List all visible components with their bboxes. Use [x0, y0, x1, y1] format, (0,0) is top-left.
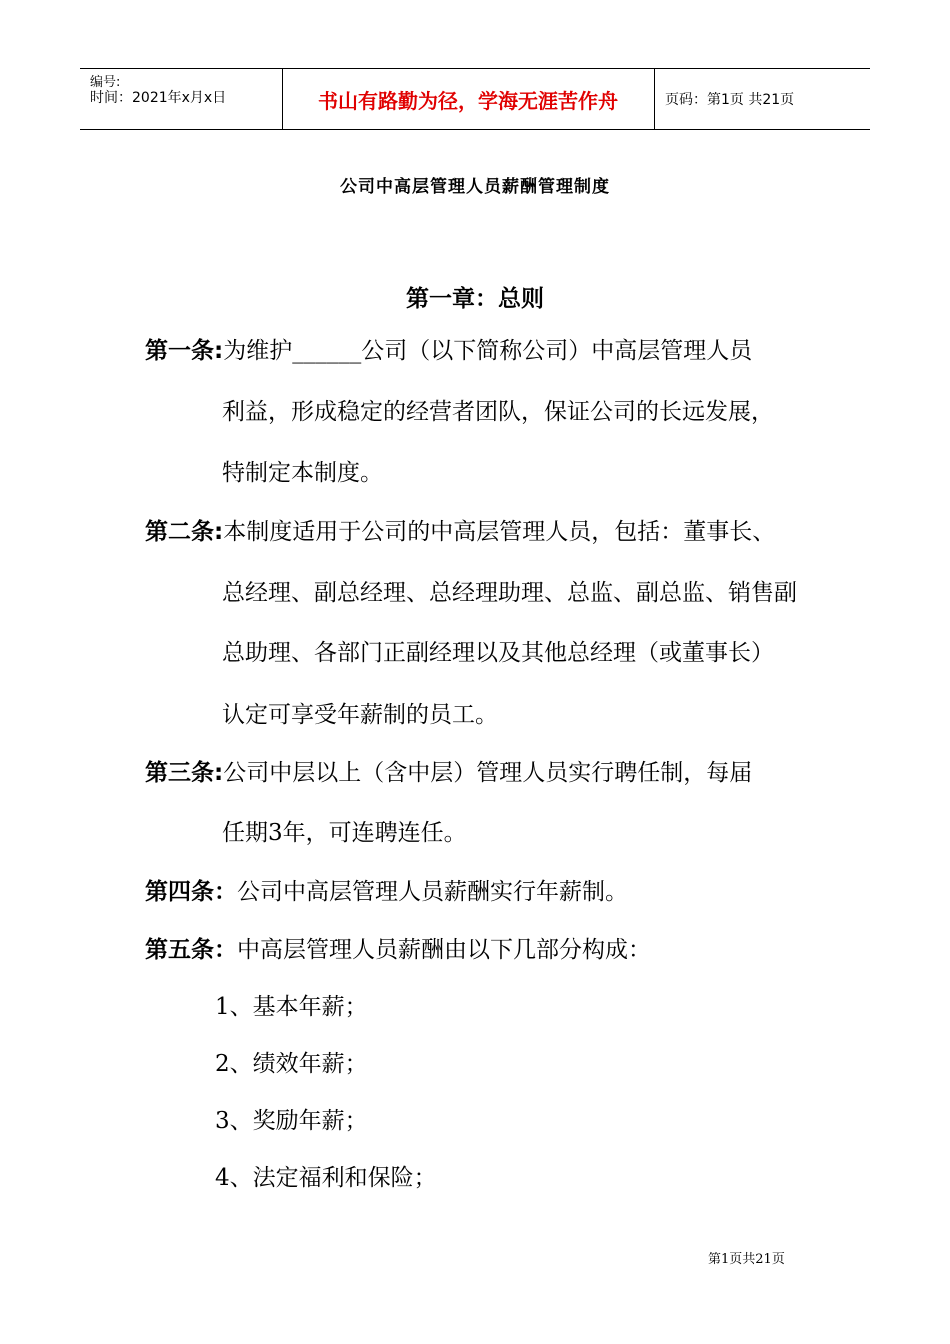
article-text: 为维护______公司（以下简称公司）中高层管理人员: [223, 338, 753, 364]
article-2-line-2: 总经理、副总经理、总经理助理、总监、副总监、销售副: [222, 580, 797, 606]
article-label: 第一条:: [145, 338, 224, 364]
article-2-line-3: 总助理、各部门正副经理以及其他总经理（或董事长）: [222, 640, 774, 666]
article-2-line-4: 认定可享受年薪制的员工。: [222, 702, 498, 728]
time-label: 时间：2021年x月x日: [90, 90, 227, 106]
document-title: 公司中高层管理人员薪酬管理制度: [340, 177, 610, 197]
article-1-line-1: [145, 336, 752, 366]
article-text: 本制度适用于公司的中高层管理人员，包括：董事长、: [223, 519, 776, 545]
article-text: 公司中高层管理人员薪酬实行年薪制。: [237, 879, 628, 905]
article-text: 中高层管理人员薪酬由以下几部分构成：: [237, 937, 651, 963]
article-2-line-1: [145, 517, 775, 547]
article-3-line-1: [145, 758, 752, 788]
article-label: 第五条：: [145, 937, 237, 963]
header-page-cell: [655, 69, 870, 129]
header-meta-cell: [80, 69, 283, 129]
article-label: 第四条：: [145, 879, 237, 905]
motto-text: 书山有路勤为径，学海无涯苦作舟: [318, 88, 618, 113]
page-header: [80, 68, 870, 130]
article-1-line-3: 特制定本制度。: [222, 460, 383, 486]
article-1-line-2: 利益，形成稳定的经营者团队，保证公司的长远发展，: [222, 399, 774, 425]
article-label: 第二条:: [145, 519, 224, 545]
code-label: 编号:: [90, 75, 121, 90]
article-3-line-2: 任期3年，可连聘连任。: [222, 820, 467, 846]
list-item: 3、奖励年薪；: [215, 1108, 368, 1134]
list-item: 2、绩效年薪；: [215, 1051, 368, 1077]
article-4-line-1: [145, 877, 628, 907]
article-5-line-1: [145, 935, 651, 965]
article-text: 公司中层以上（含中层）管理人员实行聘任制，每届: [223, 760, 753, 786]
page-footer: 第1页共21页: [708, 1252, 785, 1267]
list-item: 4、法定福利和保险；: [215, 1165, 437, 1191]
article-label: 第三条:: [145, 760, 224, 786]
chapter-heading: 第一章：总则: [406, 286, 544, 312]
page-info: 页码：第1页 共21页: [665, 92, 795, 108]
list-item: 1、基本年薪；: [215, 994, 368, 1020]
header-motto-cell: [282, 69, 655, 129]
